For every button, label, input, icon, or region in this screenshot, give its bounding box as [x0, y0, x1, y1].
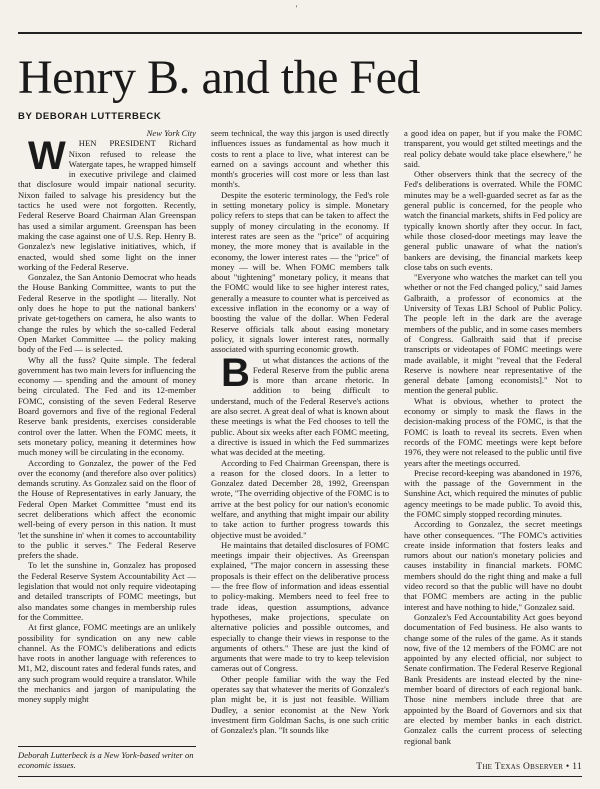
- body-paragraph: Gonzalez's Fed Accountability Act goes beyond documentation of Fed business. He also wants to change some of the rules of the game. As it stands now, five of the 12 members of the FOMC are not appointed by any elected official, nor subject to Senate confirmation. The Federal Reserve Regional Bank Presidents are instead elected by the nine-member board of directors of each regional bank. Those nine members include three that are appointed by the Board of Governors and six that are elected by member banks in each district. Gonzalez calls the current process of selecting regional bank: [404, 611, 582, 746]
- lead-paragraph: [18, 134, 196, 272]
- body-paragraph: Precise record-keeping was abandoned in 1976, with the passage of the Government in the Sunshine Act, which required the minutes of public agency meetings to be made public. To avoid this, the FOMC simply stopped recording minutes.: [404, 467, 582, 519]
- body-paragraph: At first glance, FOMC meetings are an unlikely possibility for syndication on any new cable channel. As the FOMC's deliberations and edicts have roots in another language with references to M1, M2, discount rates and federal funds rates, and any such program would require a translator. While the mechanics and jargon of manipulating the money supply might: [18, 622, 196, 705]
- column-1: [18, 128, 196, 748]
- drop-cap: W: [28, 134, 66, 179]
- dateline: New York City: [146, 128, 196, 138]
- top-rule: [18, 32, 582, 34]
- body-paragraph: He maintains that detailed disclosures of FOMC meetings impair their objectives. As Greenspan explained, "The major concern in assessing these proposals is their effect on the deliberative process — the free flow of information and ideas essential to policy-making. Members need to feel free to trade ideas, question assumptions, advance hypotheses, make projections, speculate on alternative policies and possible outcomes, and especially to change their views in response to the arguments of others." These are just the kind of arguments that were made to try to keep television cameras out of Congress.: [211, 539, 389, 674]
- author-note: Deborah Lutterbeck is a New York-based writer on economic issues.: [18, 750, 194, 771]
- body-paragraph: Gonzalez, the San Antonio Democrat who heads the House Banking Committee, wants to put the Federal Reserve in the spotlight — literally. Not only does he hope to put the national bankers' private get-togethers on camera, he also wants to change the rules by which the so-called Federal Open Market Committee — the policy making body of the Fed — is selected.: [18, 272, 196, 355]
- column-1-body: [18, 134, 196, 705]
- body-paragraph: a good idea on paper, but if you make the FOMC transparent, you would get stilted meetings and the real policy debate would take place elsewhere," he said.: [404, 128, 582, 169]
- body-paragraph: seem technical, the way this jargon is used directly influences issues as fundamental as how much it costs to rent a place to live, what interest can be earned on a savings account and whether this month's groceries will cost more or less than last month's.: [211, 128, 389, 190]
- page-folio: [476, 762, 582, 772]
- paragraph-text: ut what distances the actions of the Federal Reserve from the public arena is more than arcane rhetoric. In addition to being difficult to understand, much of the Federal Reserve's actions are also secret. A great deal of what is known about these meetings is what the Fed chooses to tell the public. About six weeks after each FOMC meeting, a directive is issued in which the Fed summarizes what was decided at the meeting.: [211, 354, 389, 458]
- page-number: 11: [572, 762, 582, 772]
- body-paragraph: According to Fed Chairman Greenspan, there is a reason for the closed doors. In a letter to Gonzalez dated December 28, 1992, Greenspan wrote, "The overriding objective of the FOMC is to arrive at the best policy for our nation's economic welfare, and anything that might impair our ability to take action to further progress towards this objective must be avoided.": [211, 457, 389, 540]
- body-paragraph: Despite the esoteric terminology, the Fed's role in setting monetary policy is simple. Monetary policy refers to steps that can be taken to affect the supply of money circulating in the economy. If interest rates are seen as the "price" of acquiring money, the more money that is available in the economy, the lower interest rates — the "price" of money — will be. When FOMC members talk about "tightening" monetary policy, it means that the FOMC would like to see higher interest rates, generally a measure to counter what is perceived as excessive inflation in the economy or a way of boosting the value of the dollar. When Federal Reserve officials talk about easing monetary policy, it signals lower interest rates, normally associated with spurring economic growth.: [211, 189, 389, 355]
- publication-name: The Texas Observer: [476, 762, 564, 772]
- headline: Henry B. and the Fed: [18, 51, 420, 104]
- column-3: [404, 128, 582, 748]
- body-paragraph: What is obvious, whether to protect the economy or simply to mask the flaws in the decision-making process of the FOMC, is that the FOMC is loath to reveal its secrets. Even when records of the FOMC meetings were kept before 1976, they were not released to the public until five years after the meetings occurred.: [404, 395, 582, 468]
- byline: BY DEBORAH LUTTERBECK: [18, 111, 162, 122]
- top-mark: ': [296, 4, 298, 13]
- body-paragraph: Why all the fuss? Quite simple. The federal government has two main levers for influencing the economy — spending and the amount of money being circulated. The Fed and its 12-member FOMC, consisting of the seven Federal Reserve Board governors and five of the regional Federal Reserve bank presidents, exercises considerable control over the latter. When the FOMC meets, it sets monetary policy, meaning it determines how much money will be circulating in the economy.: [18, 354, 196, 458]
- body-paragraph: To let the sunshine in, Gonzalez has proposed the Federal Reserve System Accountability Act — legislation that would not only require videotaping and detailed transcripts of FOMC meetings, but also mandates some changes in membership rules for the Committee.: [18, 560, 196, 622]
- lead-paragraph: [211, 350, 389, 458]
- drop-cap: B: [221, 350, 250, 395]
- folio-separator: •: [565, 762, 570, 772]
- body-paragraph: According to Gonzalez, the secret meetings have other consequences. "The FOMC's activities create inside information that fosters leaks and rumors about our nation's monetary policies and causes instability in financial markets. FOMC members should do the right thing and make a full video record so that the public will have no doubt that FOMC members are acting in the public interest and have nothing to hide," Gonzalez said.: [404, 519, 582, 612]
- body-paragraph: Other people familiar with the way the Fed operates say that whatever the merits of Gonzalez's plan might be, it is just not feasible. William Dudley, a senior economist at the New York investment firm Goldman Sachs, is one such critic of Gonzalez's plan. "It sounds like: [211, 673, 389, 736]
- body-paragraph: Other observers think that the secrecy of the Fed's deliberations is overrated. While the FOMC minutes may be a well-guarded secret as far as the general public is concerned, for the people who watch the financial markets, shifts in Fed policy are typically known shortly after they occur. In fact, while those closed-door meetings may leave the general public unaware of what the nation's bankers are devising, the financial markets keep close tabs on such events.: [404, 169, 582, 272]
- body-paragraph: According to Gonzalez, the power of the Fed over the economy (and therefore also over politics) demands scrutiny. As Gonzalez said on the floor of the House of Representatives in early January, the Federal Open Market Committee "must end its secret deliberations which affect the economic well-being of every person in this nation. It must 'let the sunshine in' when it comes to accountability to the public it serves." The Federal Reserve prefers the shade.: [18, 457, 196, 561]
- bottom-rule: [18, 776, 582, 777]
- body-paragraph: "Everyone who watches the market can tell you whether or not the Fed changed policy," said James Galbraith, a professor of economics at the University of Texas LBJ School of Public Policy. The people left in the dark are the average members of the public, and in some cases members of Congress. Galbraith said that if precise transcripts or videotapes of FOMC meetings were made available, it might "reveal that the Federal Reserve is nowhere near representative of the general debate [among economists]." Not to mention the general public.: [404, 272, 582, 396]
- author-note-rule: [18, 746, 196, 747]
- paragraph-text: HEN PRESIDENT Richard Nixon refused to release the Watergate tapes, he wrapped himself in executive privilege and claimed that disclosure would impair national security. Nixon failed to salvage his presidency but the tactics he used were not forgotten. Recently, Federal Reserve Board Chairman Alan Greenspan has used a similar argument. Greenspan has been making the case against one of U.S. Rep. Henry B. Gonzalez's new legislative initiatives, which, if enacted, would shed some light on the inner working of the Federal Reserve.: [18, 138, 196, 272]
- column-2: [211, 128, 389, 748]
